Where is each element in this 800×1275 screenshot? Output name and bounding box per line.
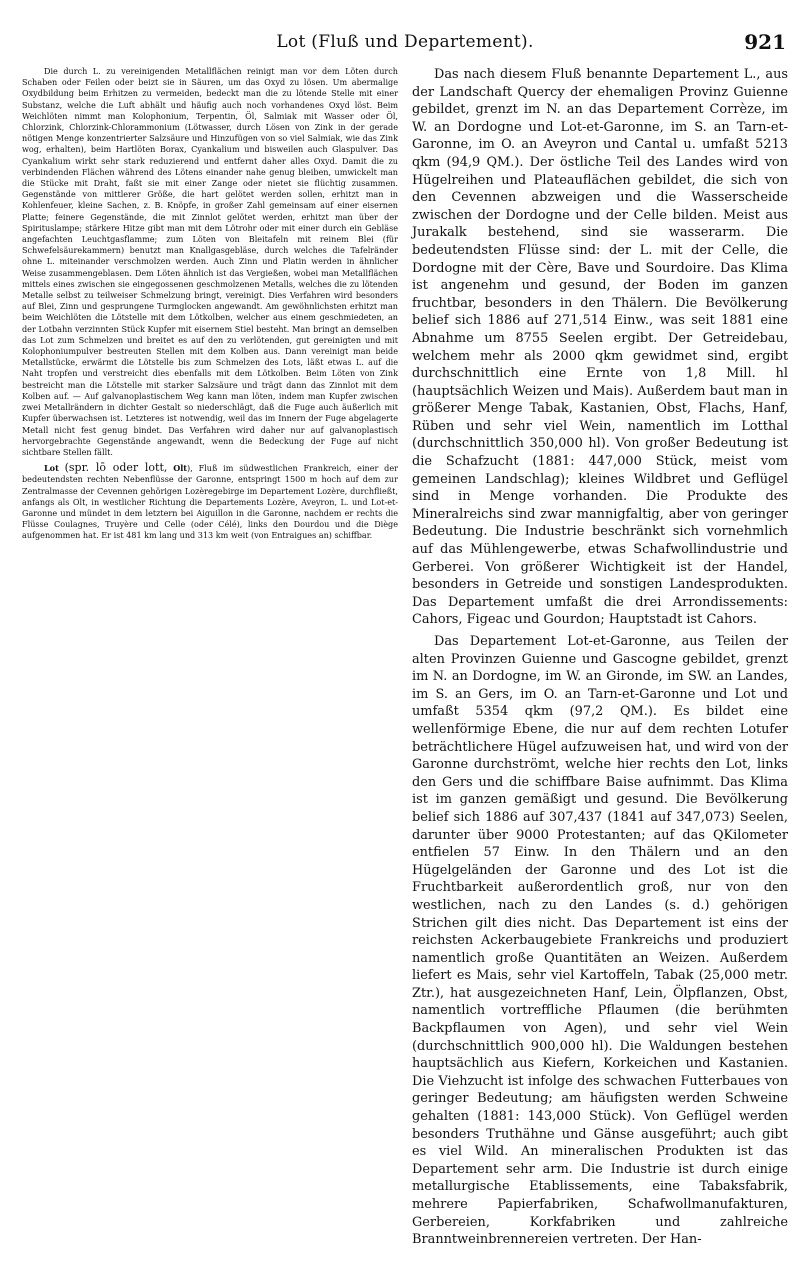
paragraph-loten: Die durch L. zu vereinigenden Metallflächen reinigt man vor dem Löten durch Schaben oder Feilen oder beizt sie in Säuren, um das Oxyd zu lösen. Um abermalige Oxydbildung beim Erhitzen zu vermeiden, bedeckt man die zu lötende Stelle mit einer Substanz, welche die Luft abhält und häufig auch noch vorhandenes Oxyd löst. Beim Weichlöten nimmt man Kolophonium, Terpentin, Öl, Salmiak mit Wasser oder Öl, Chlorzink, Chlorzink-Chlorammonium (Lötwasser, durch Lösen von Zink in der gerade nötigen Menge konzentrierter Salzsäure und Hinzufügen von so viel Salmiak, wie das Zink wog, erhalten), beim Hartlöten Borax, Cyankalium und bisweilen auch Glaspulver. Das Cyankalium wirkt sehr stark reduzierend und entfernt daher alles Oxyd. Damit die zu verbindenden Flächen während des Lötens einander nahe genug bleiben, umwickelt man die Stücke mit Draht, faßt sie mit einer Zange oder nietet sie flüchtig zusammen. Gegenstände von mittlerer Größe, die hart gelötet werden sollen, erhitzt man in Kohlenfeuer, kleine Sachen, z. B. Knöpfe, in großer Zahl gemeinsam auf einer eisernen Platte; feinere Gegenstände, die mit Zinnlot gelötet werden, erhitzt man über der Spirituslampe; stärkere Hitze gibt man mit dem Lötrohr oder mit einer durch ein Gebläse angefachten Leuchtgasflamme; zum Löten von Bleitafeln mit reinem Blei (für Schwefelsäurekammern) benutzt man Knallgasgebläse, durch welches die Tafelränder ohne L. miteinander verschmolzen werden. Auch Zinn und Platin werden in ähnlicher Weise zusammengeblasen. Dem Löten ähnlich ist das Vergießen, wobei man Metallflächen mittels eines zwischen sie eingegossenen geschmolzenen Metalls, welches die zu lötenden Metalle selbst zu teilweiser Schmelzung bringt, vereinigt. Dies Verfahren wird besonders auf Blei, Zinn und gesprungene Turmglocken angewandt. Am gewöhnlichsten erhitzt man beim Weichlöten die Lötstelle mit dem Lötkolben, welcher aus einem geschmiedeten, an der Lotbahn verzinnten Stück Kupfer mit eisernem Stiel besteht. Man bringt an demselben das Lot zum Schmelzen und breitet es auf den zu verlötenden, gut gereinigten und mit Kolophoniumpulver bestreuten Stellen mit dem Kolben aus. Dann vereinigt man beide Metallstücke, erwärmt die Lötstelle bis zum Schmelzen des Lots, läßt etwas L. auf die Naht tropfen und verstreicht dies ebenfalls mit dem Lötkolben. Beim Löten von Zink bestreicht man die Lötstelle mit starker Salzsäure und trägt dann das Zinnlot mit dem Kolben auf. — Auf galvanoplastischem Weg kann man löten, indem man Kupfer zwischen zwei Metallrändern in dichter Gestalt so niederschlägt, daß die Fuge auch äußerlich mit Kupfer überwachsen ist. Letzteres ist notwendig, weil das im Innern der Fuge abgelagerte Metall nicht fest genug bindet. Das Verfahren wird daher nur auf galvanoplastisch hervorgebrachte Gegenstände angewandt, wenn die Bedeckung der Fuge auf nicht sichtbare Stellen fällt. bbox=[22, 66, 398, 457]
page-header bbox=[22, 28, 788, 62]
paragraph-departement-lot: Das nach diesem Fluß benannte Departement L., aus der Landschaft Quercy der ehemaligen Provinz Guienne gebildet, grenzt im N. an das Departement Corrèze, im W. an Dordogne und Lot-et-Garonne, im S. an Tarn-et-Garonne, im O. an Aveyron und Cantal u. umfaßt 5213 qkm (94,9 QM.). Der östliche Teil des Landes wird von Hügelreihen und Plateauflächen gebildet, die sich von den Cevennen abzweigen und die Wasserscheide zwischen der Dordogne und der Celle bilden. Meist aus Jurakalk bestehend, sind sie wasserarm. Die bedeutendsten Flüsse sind: der L. mit der Celle, die Dordogne mit der Cère, Bave und Sourdoire. Das Klima ist angenehm und gesund, der Boden im ganzen fruchtbar, besonders in den Thälern. Die Bevölkerung belief sich 1886 auf 271,514 Einw., was seit 1881 eine Abnahme um 8755 Seelen ergibt. Der Getreidebau, welchem mehr als 2000 qkm gewidmet sind, ergibt durchschnittlich eine Ernte von 1,8 Mill. hl (hauptsächlich Weizen und Mais). Außerdem baut man in größerer Menge Tabak, Kastanien, Obst, Flachs, Hanf, Rüben und sehr viel Wein, namentlich im Lotthal (durchschnittlich 350,000 hl). Von großer Bedeutung ist die Schafzucht (1881: 447,000 Stück, meist vom gemeinen Landschlag); kleines Wildbret und Geflügel sind in Menge vorhanden. Die Produkte des Mineralreichs sind zwar mannigfaltig, aber von geringer Bedeutung. Die Industrie beschränkt sich vornehmlich auf das Mühlengewerbe, etwas Schafwollindustrie und Gerberei. Von größerer Wichtigkeit ist der Handel, besonders in Getreide und sonstigen Landesprodukten. Das Departement umfaßt die drei Arrondissements: Cahors, Figeac und Gourdon; Hauptstadt ist Cahors. bbox=[412, 67, 788, 628]
running-title: Lot (Fluß und Departement). bbox=[276, 32, 534, 52]
entry-alt-name: Olt bbox=[173, 463, 188, 474]
paragraph-lot-river bbox=[22, 462, 398, 541]
left-column bbox=[22, 66, 398, 1249]
page-number: 921 bbox=[744, 30, 786, 54]
paragraph-lot-et-garonne: Das Departement Lot-et-Garonne, aus Teilen der alten Provinzen Guienne und Gascogne gebildet, grenzt im N. an Dordogne, im W. an Gironde, im SW. an Landes, im S. an Gers, im O. an Tarn-et-Garonne und Lot und umfaßt 5354 qkm (97,2 QM.). Es bildet eine wellenförmige Ebene, die nur auf dem rechten Lotufer beträchtlichere Hügel aufzuweisen hat, und wird von der Garonne durchströmt, welche hier rechts den Lot, links den Gers und die schiffbare Baise aufnimmt. Das Klima ist im ganzen gemäßigt und gesund. Die Bevölkerung belief sich 1886 auf 307,437 (1841 auf 347,073) Seelen, darunter über 9000 Protestanten; auf das QKilometer entfielen 57 Einw. In den Thälern und an den Hügelgeländen der Garonne und des Lot ist die Fruchtbarkeit außerordentlich groß, nur von den westlichen, nach zu den Landes (s. d.) gehörigen Strichen gilt dies nicht. Das Departement ist eins der reichsten Ackerbaugebiete Frankreichs und produziert namentlich große Quantitäten an Weizen. Außerdem liefert es Mais, sehr viel Kartoffeln, Tabak (25,000 metr. Ztr.), hat ausgezeichneten Hanf, Lein, Ölpflanzen, Obst, namentlich vortreffliche Pflaumen (die berühmten Backpflaumen von Agen), und sehr viel Wein (durchschnittlich 900,000 hl). Die Waldungen bestehen hauptsächlich aus Kiefern, Korkeichen und Kastanien. Die Viehzucht ist infolge des schwachen Futterbaues von geringer Bedeutung; am häufigsten werden Schweine gehalten (1881: 143,000 Stück). Von Geflügel werden besonders Truthähne und Gänse ausgeführt; auch gibt es viel Wild. An mineralischen Produkten ist das Departement sehr arm. Die Industrie ist durch einige metallurgische Etablissements, eine Tabaksfabrik, mehrere Papierfabriken, Schafwollmanufakturen, Gerbereien, Korkfabriken und zahlreiche Branntweinbrennereien vertreten. Der Han- bbox=[412, 634, 788, 1248]
entry-keyword: Lot bbox=[44, 463, 59, 474]
entry-text: ), Fluß im südwestlichen Frankreich, einer der bedeutendsten rechten Nebenflüsse der Garonne, entspringt 1500 m hoch auf dem zur Zentralmasse der Cevennen gehörigen Lozèregebirge im Departement Lozère, durchfließt, anfangs als Olt, in westlicher Richtung die Departements Lozère, Aveyron, L. und Lot-et-Garonne und mündet in dem letztern bei Aiguillon in die Garonne, nachdem er rechts die Flüsse Coulagnes, Truyère und Celle (oder Célé), links den Dourdou und die Diège aufgenommen hat. Er ist 481 km lang und 313 km weit (von Entraigues an) schiffbar. bbox=[22, 463, 398, 541]
right-column bbox=[412, 66, 788, 1249]
pronunciation: (spr. lō oder lott, bbox=[64, 461, 168, 475]
text-columns bbox=[22, 66, 788, 1249]
